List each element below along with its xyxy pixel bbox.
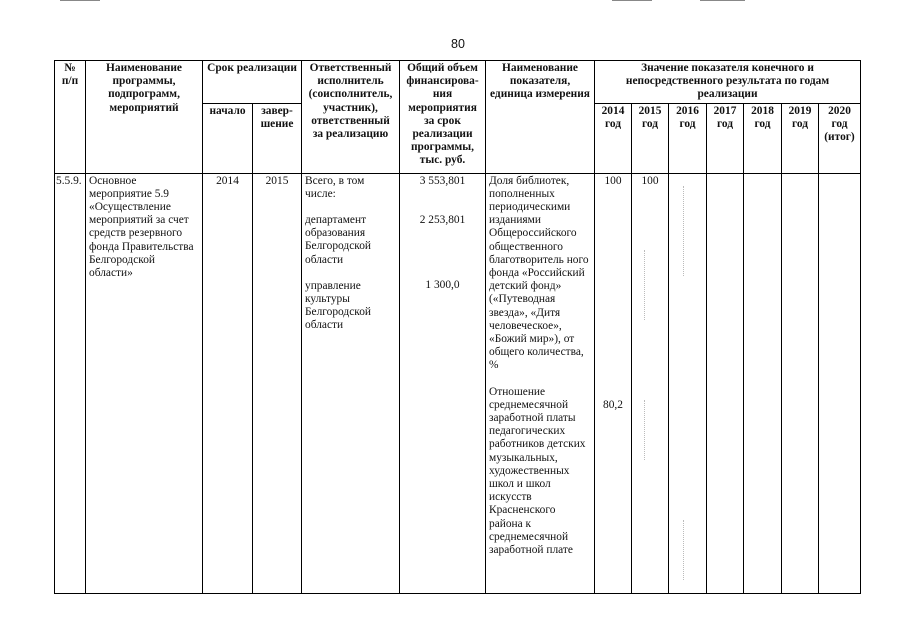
indicator-salary: Отношение среднемесячной заработной платы педагогических работников детских музыкальных, художественных школ и школ искусств Красненского района к среднемесячной заработной плате: [489, 385, 586, 557]
scan-noise: [644, 250, 646, 320]
page-number: 80: [451, 37, 465, 51]
header-year-2020: 2020 год (итог): [819, 103, 861, 173]
row-name: Основное мероприятие 5.9 «Осуществление мероприятий за счет средств резервного фонда Правительства Белгородской области»: [86, 173, 203, 593]
row-start: 2014: [203, 173, 253, 593]
header-indicator: Наименование показателя, единица измерения: [486, 61, 595, 174]
header-num: № п/п: [55, 61, 86, 174]
table-row: [55, 173, 861, 593]
value-2018: [744, 173, 782, 593]
value-2020: [819, 173, 861, 593]
header-year-2019: 2019 год: [782, 103, 819, 173]
program-table: [54, 60, 861, 594]
indicator-libraries: Доля библиотек, пополненных периодическими изданиями Общероссийского общественного благотворитель ного фонда «Российский детский фонд» («Путеводная звезда», «Дитя человеческое», «Божий мир»), от общего количества, %: [489, 174, 589, 372]
header-name: Наименование программы, подпрограмм, мероприятий: [86, 61, 203, 174]
funding-culture: 1 300,0: [425, 279, 460, 292]
value-2015: [632, 173, 669, 593]
value-2014-ind1: 100: [604, 174, 622, 187]
row-funding: [400, 173, 486, 593]
header-year-2015: 2015 год: [632, 103, 669, 173]
header-start: начало: [203, 103, 253, 173]
scan-mark-right-2: [700, 0, 745, 1]
scan-mark-right: [612, 0, 652, 1]
executor-education: департамент образования Белгородской области: [305, 214, 372, 266]
scan-noise: [683, 520, 685, 580]
executor-culture: управление культуры Белгородской области: [305, 279, 372, 332]
header-funding: Общий объем финансирова-ния мероприятия за срок реализации программы, тыс. руб.: [400, 61, 486, 174]
header-year-2017: 2017 год: [707, 103, 744, 173]
value-2015-ind1: 100: [641, 174, 659, 187]
header-year-2014: 2014 год: [595, 103, 632, 173]
funding-total: 3 553,801: [419, 174, 466, 187]
row-num: 5.5.9.: [55, 173, 86, 593]
row-end: 2015: [253, 173, 302, 593]
value-2017: [707, 173, 744, 593]
value-2014-ind2: 80,2: [603, 398, 623, 411]
executor-total: Всего, в том числе:: [305, 174, 365, 200]
header-year-2016: 2016 год: [669, 103, 707, 173]
value-2014: [595, 173, 632, 593]
value-2016: [669, 173, 707, 593]
header-values: Значение показателя конечного и непосредственного результата по годам реализации: [595, 61, 861, 104]
row-executors: [302, 173, 400, 593]
header-executor: Ответственный исполнитель (соисполнитель, участник), ответственный за реализацию: [302, 61, 400, 174]
header-year-2018: 2018 год: [744, 103, 782, 173]
scan-noise: [683, 186, 685, 276]
header-period: Срок реализации: [203, 61, 302, 104]
value-2019: [782, 173, 819, 593]
header-end: завер-шение: [253, 103, 302, 173]
row-indicators: [486, 173, 595, 593]
funding-education: 2 253,801: [419, 213, 466, 226]
scan-noise: [644, 400, 646, 460]
scan-mark-left: [60, 0, 100, 1]
